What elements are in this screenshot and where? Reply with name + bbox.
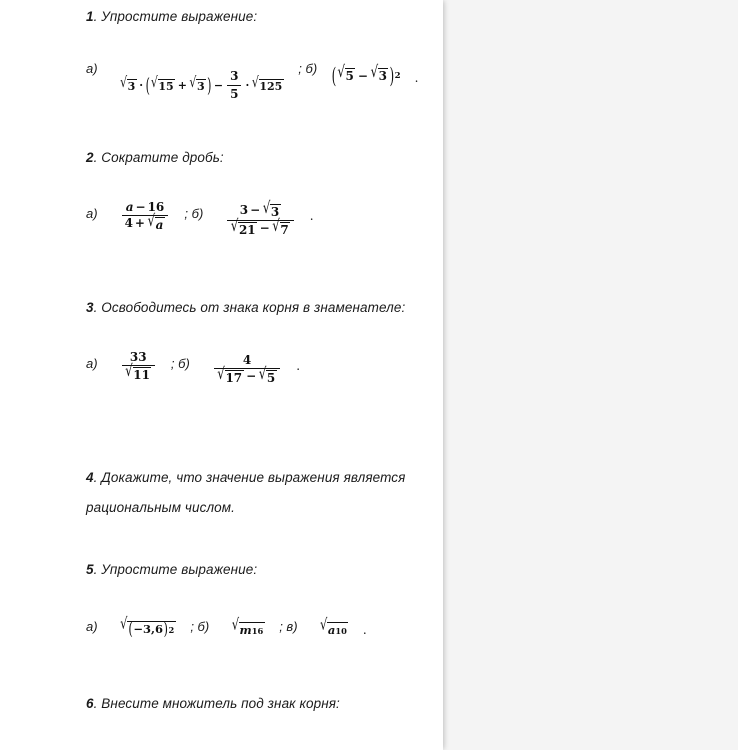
task-block-1 xyxy=(86,2,431,101)
task-heading-text-2: . Сократите дробь: xyxy=(93,150,224,165)
radical-icon: √ 11 xyxy=(125,361,150,383)
trailing-period-5: . xyxy=(362,623,367,637)
math-variable: m xyxy=(239,623,252,637)
part-label-2a: а) xyxy=(86,206,98,221)
task-number-4: 4 xyxy=(86,470,94,485)
task-block-5 xyxy=(86,555,431,637)
task-heading-text-4: . Докажите, что значение выражения является рациональным числом. xyxy=(86,470,410,515)
paren-close: ) xyxy=(389,63,395,89)
task-number-3: 3 xyxy=(86,300,94,315)
task-heading-1 xyxy=(86,2,431,32)
radical-icon: √ m 16 xyxy=(231,614,264,637)
radical-icon: √ 5 xyxy=(258,364,276,386)
workspace-backdrop xyxy=(443,0,738,750)
radical-icon: √ 7 xyxy=(272,216,289,238)
task-2-parts xyxy=(86,197,431,238)
radical-icon: √ 17 xyxy=(217,364,243,386)
task-number-2: 2 xyxy=(86,150,94,165)
task-block-2 xyxy=(86,143,431,238)
task-block-4 xyxy=(86,463,431,523)
task-heading-text-3: . Освободитесь от знака корня в знаменателе: xyxy=(93,300,406,315)
task-heading-3 xyxy=(86,293,431,323)
fraction-denominator: √ 17 − √ 5 xyxy=(214,368,280,385)
expression-3b xyxy=(212,354,282,386)
expression-5c xyxy=(320,614,349,637)
radical-icon: √ a 10 xyxy=(320,614,347,637)
expression-1b: ( √ 5 − √ 3 ) 2 xyxy=(331,61,401,89)
radical-icon: √ ( −3,6 ) 2 xyxy=(120,613,175,639)
fraction-denominator: 4 + √ a xyxy=(122,215,169,232)
expression-5b xyxy=(231,614,265,637)
trailing-period-2: . xyxy=(309,209,314,223)
radical-icon: √ 5 xyxy=(337,61,354,83)
fraction-denominator: 5 xyxy=(227,85,241,101)
task-block-3 xyxy=(86,293,431,386)
fraction-3a xyxy=(122,351,155,383)
fraction-3b xyxy=(214,354,280,386)
fraction-numerator: 3 xyxy=(230,69,239,83)
expression-3a xyxy=(120,351,157,383)
expression-1a: √ 3 · ( √ 15 + √ 3 ) − $\frac{3}{5}$ · √ 125 xyxy=(120,69,283,102)
part-label-3b: ; б) xyxy=(170,356,190,371)
part-label-5a: а) xyxy=(86,619,98,634)
task-3-parts xyxy=(86,351,431,386)
paren-close: ) xyxy=(207,73,212,98)
radical-icon: √ 3 xyxy=(370,61,387,83)
radical-icon: √ 21 xyxy=(230,216,256,238)
task-heading-6 xyxy=(86,689,431,719)
expression-2a xyxy=(120,201,171,233)
radical-icon: √ 15 xyxy=(150,72,174,93)
part-label-2b: ; б) xyxy=(184,206,204,221)
part-label-5b: ; б) xyxy=(190,619,210,634)
expression-5a xyxy=(120,613,177,639)
task-heading-text-6: . Внесите множитель под знак корня: xyxy=(93,696,340,711)
fraction-denominator xyxy=(122,361,155,383)
task-heading-5 xyxy=(86,555,431,585)
radical-icon: √ 3 xyxy=(262,197,280,219)
task-heading-4 xyxy=(86,463,431,523)
task-number-5: 5 xyxy=(86,562,94,577)
task-block-6 xyxy=(86,689,431,719)
fraction-three-fifths xyxy=(227,70,241,101)
task-heading-text-5: . Упростите выражение: xyxy=(93,562,258,577)
task-1-parts xyxy=(86,61,431,101)
fraction-2b xyxy=(227,197,293,238)
radical-icon: √ a xyxy=(147,211,164,233)
part-label-5c: ; в) xyxy=(279,619,298,634)
expression-2b xyxy=(225,197,295,238)
fraction-numerator: 3 − √ 3 xyxy=(239,197,280,219)
part-label-1a: а) xyxy=(86,61,98,76)
fraction-denominator: √ 21 − √ 7 xyxy=(227,220,293,237)
trailing-period-1: . xyxy=(414,71,419,85)
task-5-parts xyxy=(86,613,431,637)
paren-open: ( xyxy=(145,73,150,98)
task-number-6: 6 xyxy=(86,696,94,711)
fraction-2a xyxy=(122,201,169,233)
fraction-numerator: 4 xyxy=(242,353,252,367)
radical-icon: √ 3 xyxy=(120,72,136,93)
task-number-1: 1 xyxy=(86,9,94,24)
radical-icon: √ 125 xyxy=(251,72,283,93)
paren-open: ( xyxy=(331,63,337,89)
task-heading-text-1: . Упростите выражение: xyxy=(93,9,258,24)
fraction-numerator: 33 xyxy=(129,350,147,364)
part-label-3a: а) xyxy=(86,356,98,371)
fraction-numerator: a − 16 xyxy=(125,200,165,214)
part-label-1b: ; б) xyxy=(298,61,318,76)
trailing-period-3: . xyxy=(296,359,301,373)
math-variable: a xyxy=(327,623,336,637)
radical-icon: √ 3 xyxy=(189,72,205,93)
task-heading-2 xyxy=(86,143,431,173)
